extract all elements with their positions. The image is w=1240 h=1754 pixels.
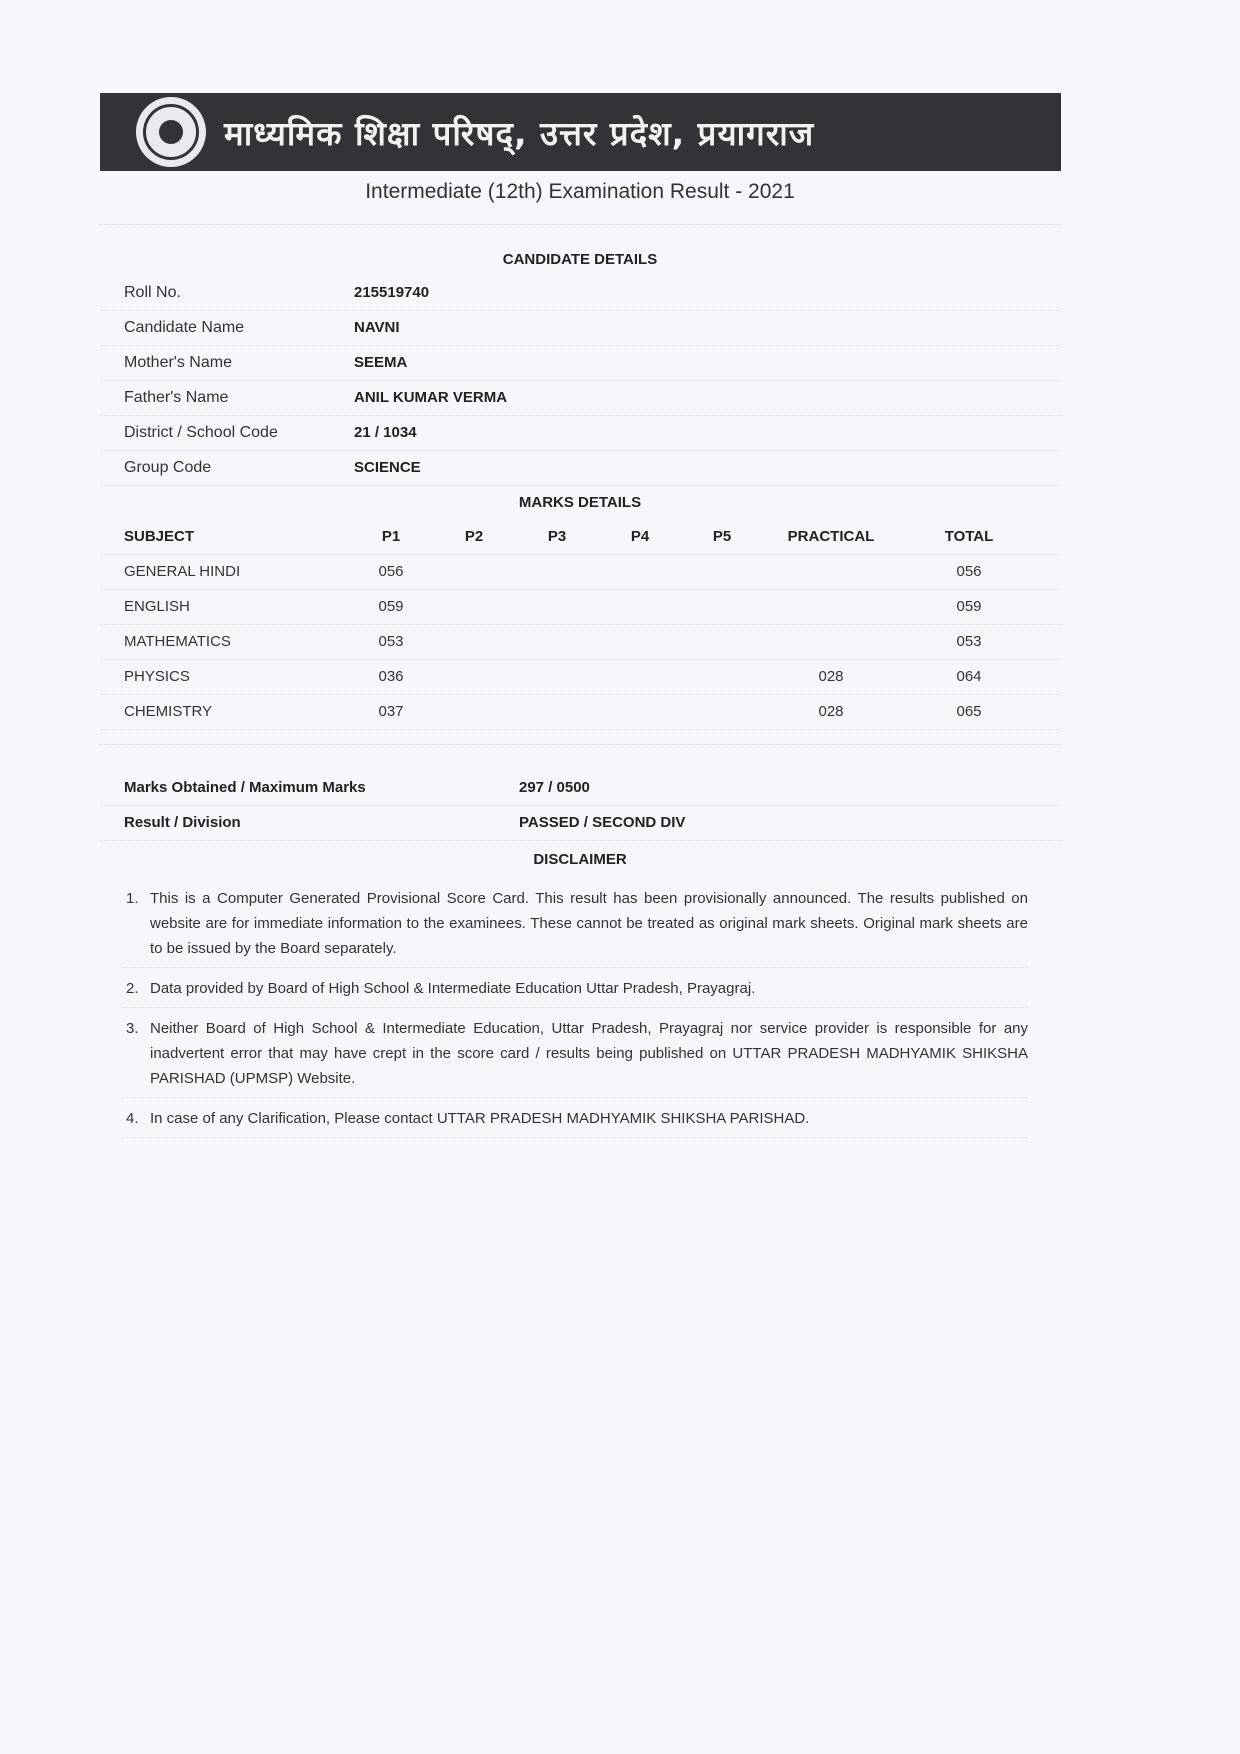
roll-no-label: Roll No. xyxy=(124,284,181,301)
result-division-value: PASSED / SECOND DIV xyxy=(519,814,686,831)
total-cell: 059 xyxy=(956,598,982,615)
list-item xyxy=(122,1016,1028,1098)
board-title: माध्यमिक शिक्षा परिषद्, उत्तर प्रदेश, प्रयागराज xyxy=(224,113,815,153)
practical-cell: 028 xyxy=(818,703,844,720)
list-item xyxy=(122,886,1028,968)
group-code-label: Group Code xyxy=(124,459,212,476)
item-text: This is a Computer Generated Provisional Score Card. This result has been provisionally announced. The results published on website are for immediate information to the examinees. These cannot be treated as original mark sheets. Original mark sheets are to be issued by the Board separately. xyxy=(150,890,1028,957)
page-subtitle: Intermediate (12th) Examination Result - 2021 xyxy=(365,180,795,203)
candidate-name-label: Candidate Name xyxy=(124,319,245,336)
p1-cell: 056 xyxy=(378,563,404,580)
mother-name-value: SEEMA xyxy=(354,354,408,371)
candidate-row xyxy=(100,346,1061,381)
roll-no-value: 215519740 xyxy=(354,284,430,301)
total-cell: 065 xyxy=(956,703,982,720)
subject-cell: GENERAL HINDI xyxy=(124,563,241,580)
marks-obtained-value: 297 / 0500 xyxy=(519,779,590,796)
table-row xyxy=(100,625,1061,660)
marks-obtained-row xyxy=(100,771,1061,806)
header-banner xyxy=(100,93,1061,171)
disclaimer-heading: DISCLAIMER xyxy=(533,851,627,868)
column-header-p2: P2 xyxy=(464,528,484,545)
subject-cell: MATHEMATICS xyxy=(124,633,231,650)
column-header-subject: SUBJECT xyxy=(124,528,195,545)
candidate-details-heading: CANDIDATE DETAILS xyxy=(502,251,658,268)
father-name-label: Father's Name xyxy=(124,389,229,406)
candidate-row xyxy=(100,451,1061,486)
item-number: 2. xyxy=(126,980,139,997)
marks-header-row xyxy=(100,520,1061,555)
candidate-row xyxy=(100,276,1061,311)
total-cell: 056 xyxy=(956,563,982,580)
district-school-code-label: District / School Code xyxy=(124,424,278,441)
divider xyxy=(100,224,1061,225)
subject-cell: ENGLISH xyxy=(124,598,190,615)
column-header-p4: P4 xyxy=(630,528,650,545)
marks-obtained-label: Marks Obtained / Maximum Marks xyxy=(124,779,366,796)
p1-cell: 053 xyxy=(378,633,404,650)
item-number: 4. xyxy=(126,1110,139,1127)
total-cell: 064 xyxy=(956,668,982,685)
column-header-p3: P3 xyxy=(547,528,567,545)
disclaimer-list xyxy=(122,886,1028,1146)
table-row xyxy=(100,660,1061,695)
candidate-row xyxy=(100,416,1061,451)
list-item xyxy=(122,976,1028,1008)
column-header-practical: PRACTICAL xyxy=(787,528,875,545)
district-school-code-value: 21 / 1034 xyxy=(354,424,417,441)
result-division-row xyxy=(100,806,1061,841)
result-division-label: Result / Division xyxy=(124,814,241,831)
item-number: 1. xyxy=(126,890,139,907)
p1-cell: 036 xyxy=(378,668,404,685)
candidate-name-value: NAVNI xyxy=(354,319,400,336)
column-header-p1: P1 xyxy=(381,528,401,545)
father-name-value: ANIL KUMAR VERMA xyxy=(354,389,508,406)
p1-cell: 037 xyxy=(378,703,404,720)
table-row xyxy=(100,555,1061,590)
board-seal-icon xyxy=(136,97,206,167)
group-code-value: SCIENCE xyxy=(354,459,421,476)
column-header-total: TOTAL xyxy=(944,528,994,545)
candidate-row xyxy=(100,311,1061,346)
subject-cell: CHEMISTRY xyxy=(124,703,213,720)
practical-cell: 028 xyxy=(818,668,844,685)
column-header-p5: P5 xyxy=(712,528,732,545)
total-cell: 053 xyxy=(956,633,982,650)
divider xyxy=(100,744,1061,745)
p1-cell: 059 xyxy=(378,598,404,615)
mother-name-label: Mother's Name xyxy=(124,354,232,371)
item-text: Neither Board of High School & Intermediate Education, Uttar Pradesh, Prayagraj nor service provider is responsible for any inadvertent error that may have crept in the score card / results being published on UTTAR PRADESH MADHYAMIK SHIKSHA PARISHAD (UPMSP) Website. xyxy=(150,1020,1028,1087)
candidate-row xyxy=(100,381,1061,416)
table-row xyxy=(100,695,1061,730)
marks-details-heading: MARKS DETAILS xyxy=(518,494,642,511)
item-number: 3. xyxy=(126,1020,139,1037)
item-text: In case of any Clarification, Please contact UTTAR PRADESH MADHYAMIK SHIKSHA PARISHAD. xyxy=(150,1110,810,1127)
subject-cell: PHYSICS xyxy=(124,668,190,685)
list-item xyxy=(122,1106,1028,1138)
table-row xyxy=(100,590,1061,625)
item-text: Data provided by Board of High School & Intermediate Education Uttar Pradesh, Prayagraj. xyxy=(150,980,756,997)
